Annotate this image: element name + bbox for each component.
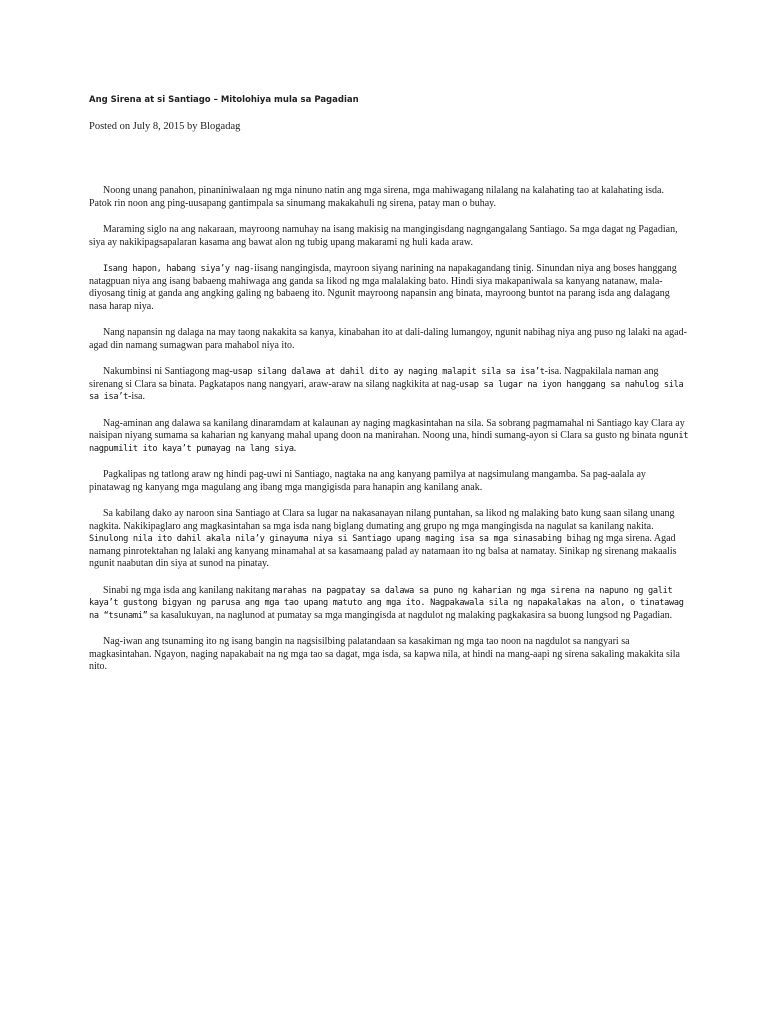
posted-date-author: Posted on July 8, 2015 by Blogadag <box>89 121 241 132</box>
body-paragraph <box>89 508 689 571</box>
body-paragraph <box>89 327 689 352</box>
text-segment: Maraming siglo na ang nakaraan, mayroong namuhay na isang makisig na mangingisdang nagngangalang Santiago. Sa mga dagat ng Pagadian, siya ay nakikipagsapalaran kasama ang bawat alon ng tubig upang makarami ng huli kada araw. <box>89 224 678 248</box>
text-segment: Nang napansin ng dalaga na may taong nakakita sa kanya, kinabahan ito at dali-daling lumangoy, ngunit nabihag niya ang puso ng lalaki na agad-agad din namang sumagwan para mahabol niya ito. <box>89 327 687 351</box>
body-paragraph <box>89 366 689 404</box>
text-segment: iisang nangingisda, mayroon siyang narining na napakagandang tinig. Sinundan niya ang boses hanggang natagpuan niya ang isang babaeng mahiwaga ang ganda sa likod ng mga malalaking bato. Hindi siya makapaniwala sa kanyang natanaw, mala-diyosang tinig at ganda ang angking galing ng babaeng ito. Ngunit mayroong napansin ang binata, mayroong buntot na parang isda ang dalagang nasa harap niya. <box>89 263 677 312</box>
text-segment: . <box>293 442 297 454</box>
text-segment: sa kasalukuyan, na naglunod at pumatay sa mga mangingisda at nagdulot ng malaking pagkakasira sa buong lungsod ng Pagadian. <box>147 609 673 621</box>
text-segment: -isa. <box>128 391 145 402</box>
text-segment: Pagkalipas ng tatlong araw ng hindi pag-uwi ni Santiago, nagtaka na ang kanyang pamilya at nagsimulang mangamba. Sa pag-aalala ay pinatawag ng kanyang mga magulang ang ibang mga mangigisda para hanapin ang kanilang anak. <box>89 469 646 493</box>
article-body <box>89 185 689 688</box>
body-paragraph <box>89 224 689 249</box>
text-segment: Nag-iwan ang tsunaming ito ng isang bangin na nagsisilbing palatandaan sa kasakiman ng mga tao noon na nagdulot sa nangyari sa magkasintahan. Ngayon, naging napakabait na ng mga tao sa dagat, mga isda, sa kapwa nila, at hindi na mang-aapi ng sirena sakaling makakita sila nito. <box>89 636 680 672</box>
body-paragraph <box>89 418 689 456</box>
body-paragraph <box>89 585 689 623</box>
handwritten-text-segment: usap silang dalawa at dahil dito ay naging malapit sila sa isa’t <box>232 367 545 377</box>
handwritten-text-segment: usap sa lugar na iyon hanggang sa nahulog sila sa isa’t <box>89 379 684 402</box>
post-title: Ang Sirena at si Santiago – Mitolohiya mula sa Pagadian <box>89 95 359 105</box>
handwritten-text-segment: Isang hapon, habang siya’y nag- <box>103 264 255 274</box>
text-segment: Nakumbinsi ni Santiagong mag- <box>103 366 233 377</box>
text-segment: Noong unang panahon, pinaniniwalaan ng mga ninuno natin ang mga sirena, mga mahiwagang nilalang na kalahating tao at kalahating isda. Patok rin noon ang ping-uusapang gantimpala sa sinumang makakahuli ng sirena, patay man o buhay. <box>89 185 664 209</box>
text-segment: hag ng mga sirena. Agad namang pinrotektahan ng lalaki ang kanyang minamahal at sa kasamaang palad ay natamaan ito ng balsa at namatay. Sinikap ng sirenang makaalis ngunit naabutan din siya at sunod na pinatay. <box>89 533 677 569</box>
text-segment: -isa. Nagpakilala naman ang sirenang si Clara sa binata. Pagkatapos nang nangyari, araw-araw na silang nagkikita at nag- <box>89 366 659 390</box>
body-paragraph <box>89 636 689 674</box>
text-segment: Nag-aminan ang dalawa sa kanilang dinaramdam at kalaunan ay naging magkasintahan na sila. Sa sobrang pagmamahal ni Santiago kay Clara ay naisipan niyang sumama sa kaharian ng kanyang mahal upang doon na manirahan. Noong una, hindi sumang-ayon si Clara sa gusto ng binata <box>89 417 685 441</box>
text-segment: Sinabi ng mga isda ang kanilang nakitang <box>103 584 273 596</box>
body-paragraph <box>89 469 689 494</box>
handwritten-text-segment: marahas na pagpatay sa dalawa sa puno ng kaharian ng mga sirena na napuno ng galit kaya’t gustong bigyan ng parusa ang mga tao upang matuto ang mga ito. Nagpakawala sila ng napakalakas na alon, o tinatawag na “tsunami” <box>89 585 684 621</box>
handwritten-text-segment: Sinulong nila ito dahil akala nila’y ginayuma niya si Santiago upang maging isa sa mga sinasabing bi <box>89 534 577 544</box>
body-paragraph <box>89 185 689 210</box>
body-paragraph <box>89 263 689 313</box>
handwritten-text-segment: ngunit nagpumilit ito kaya’t pumayag na lang siya <box>89 431 689 454</box>
text-segment: Sa kabilang dako ay naroon sina Santiago at Clara sa lugar na nakasanayan nilang puntahan, sa likod ng malaking bato kung saan silang unang nagkita. Nakikipaglaro ang magkasintahan sa mga isda nang biglang dumating ang grupo ng mga mangingisda na nagulat sa kanilang nakita. <box>89 508 675 532</box>
